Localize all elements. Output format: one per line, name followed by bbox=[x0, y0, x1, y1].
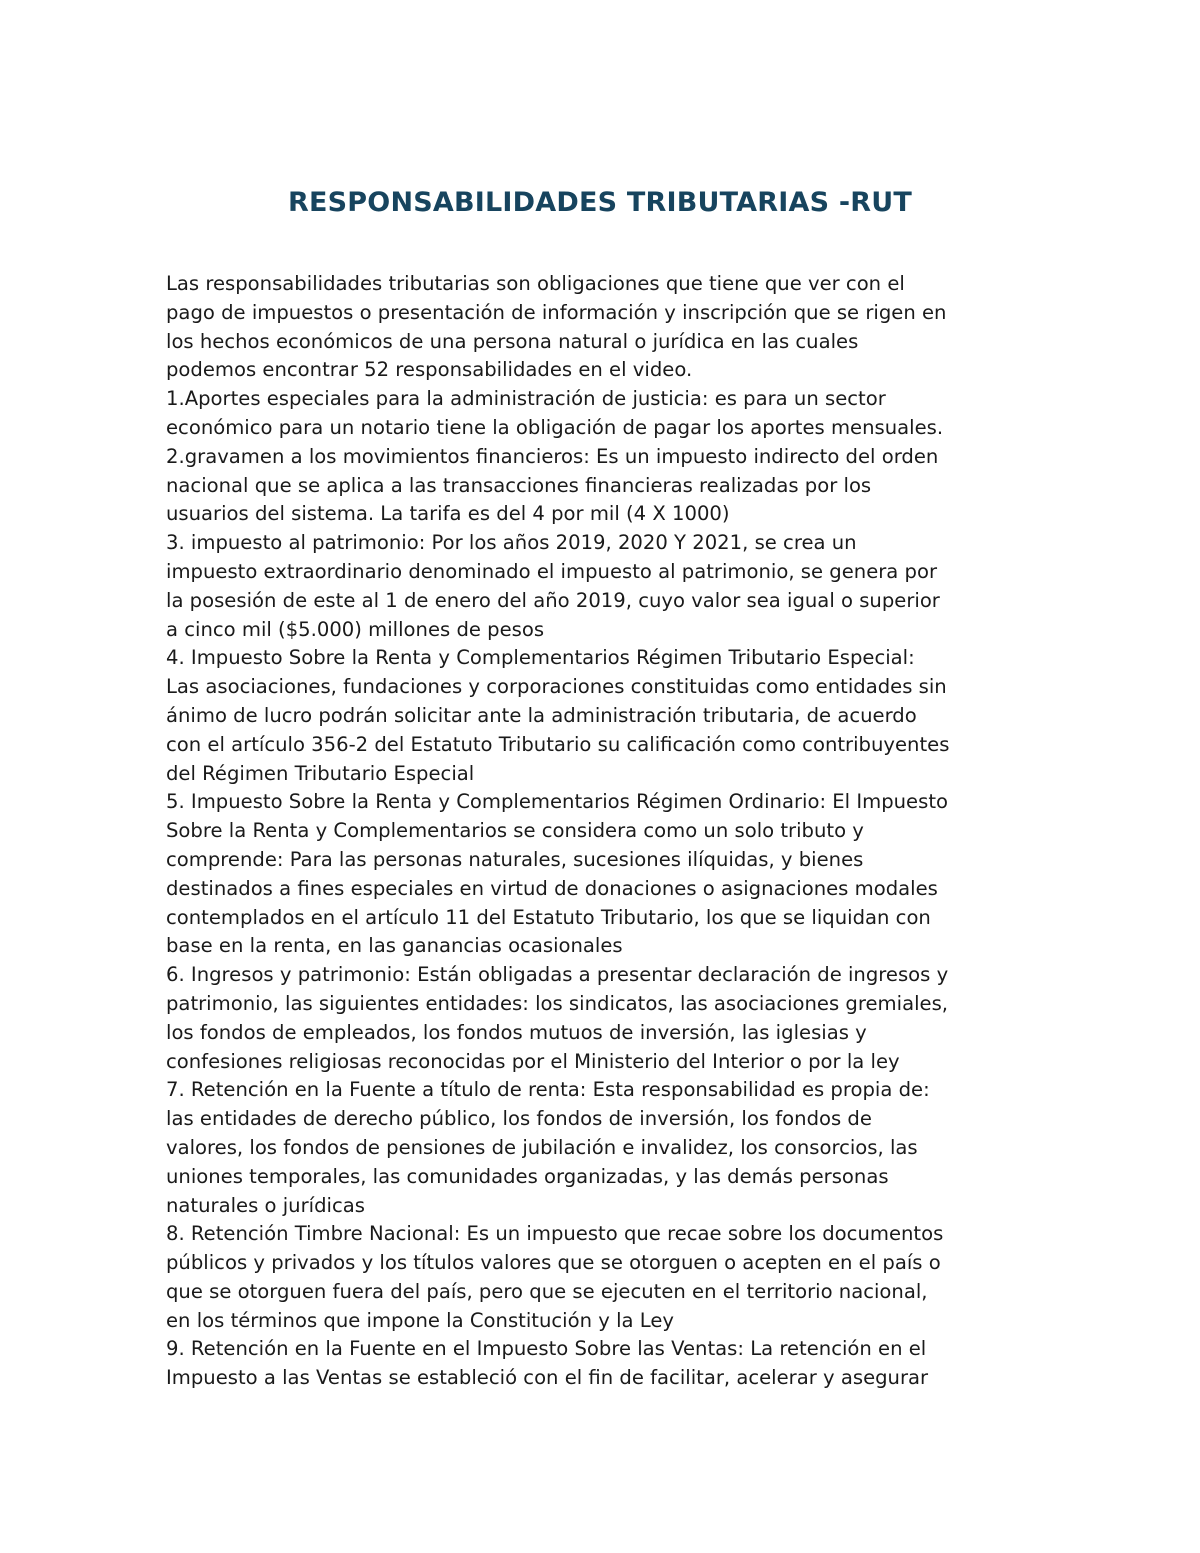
body-text-line: a cinco mil ($5.000) millones de pesos bbox=[166, 617, 545, 641]
body-text-line: 2.gravamen a los movimientos financieros: Es un impuesto indirecto del orden bbox=[166, 444, 939, 468]
body-text-line: 9. Retención en la Fuente en el Impuesto Sobre las Ventas: La retención en el bbox=[166, 1337, 927, 1361]
body-text-line: con el artículo 356-2 del Estatuto Tributario su calificación como contribuyentes bbox=[166, 732, 950, 756]
body-text-line: 5. Impuesto Sobre la Renta y Complementarios Régimen Ordinario: El Impuesto bbox=[166, 790, 948, 814]
body-text-line: los hechos económicos de una persona natural o jurídica en las cuales bbox=[166, 329, 859, 353]
body-text-line: usuarios del sistema. La tarifa es del 4 por mil (4 X 1000) bbox=[166, 502, 730, 526]
body-text-line: naturales o jurídicas bbox=[166, 1193, 365, 1217]
document-title: RESPONSABILIDADES TRIBUTARIAS -RUT bbox=[288, 187, 912, 218]
body-text-line: podemos encontrar 52 responsabilidades en el video. bbox=[166, 358, 693, 382]
body-text-line: las entidades de derecho público, los fondos de inversión, los fondos de bbox=[166, 1107, 872, 1131]
body-text-line: confesiones religiosas reconocidas por el Ministerio del Interior o por la ley bbox=[166, 1049, 900, 1073]
body-text-line: económico para un notario tiene la obligación de pagar los aportes mensuales. bbox=[166, 415, 944, 439]
body-text-line: contemplados en el artículo 11 del Estatuto Tributario, los que se liquidan con bbox=[166, 905, 931, 929]
body-text-line: la posesión de este al 1 de enero del año 2019, cuyo valor sea igual o superior bbox=[166, 588, 940, 612]
body-text-line: 1.Aportes especiales para la administración de justicia: es para un sector bbox=[166, 387, 886, 411]
body-text-line: ánimo de lucro podrán solicitar ante la administración tributaria, de acuerdo bbox=[166, 703, 917, 727]
body-text-line: 7. Retención en la Fuente a título de renta: Esta responsabilidad es propia de: bbox=[166, 1078, 930, 1102]
body-text-line: Las responsabilidades tributarias son obligaciones que tiene que ver con el bbox=[166, 272, 905, 295]
document-body bbox=[166, 270, 1046, 1393]
body-text-line: 6. Ingresos y patrimonio: Están obligadas a presentar declaración de ingresos y bbox=[166, 963, 949, 987]
body-text-line: base en la renta, en las ganancias ocasionales bbox=[166, 934, 623, 958]
body-text-line: patrimonio, las siguientes entidades: los sindicatos, las asociaciones gremiales, bbox=[166, 991, 949, 1015]
body-text-line: 8. Retención Timbre Nacional: Es un impuesto que recae sobre los documentos bbox=[166, 1222, 944, 1246]
body-text-line: Impuesto a las Ventas se estableció con el fin de facilitar, acelerar y asegurar bbox=[166, 1366, 929, 1390]
body-text-line: pago de impuestos o presentación de información y inscripción que se rigen en bbox=[166, 300, 947, 324]
body-text-line: Las asociaciones, fundaciones y corporaciones constituidas como entidades sin bbox=[166, 675, 947, 699]
body-text-line: uniones temporales, las comunidades organizadas, y las demás personas bbox=[166, 1164, 889, 1188]
body-text-line: Sobre la Renta y Complementarios se considera como un solo tributo y bbox=[166, 819, 864, 843]
body-text-line: valores, los fondos de pensiones de jubilación e invalidez, los consorcios, las bbox=[166, 1135, 918, 1159]
body-text-line: del Régimen Tributario Especial bbox=[166, 761, 475, 785]
body-text-line: en los términos que impone la Constitución y la Ley bbox=[166, 1308, 674, 1332]
body-text-line: los fondos de empleados, los fondos mutuos de inversión, las iglesias y bbox=[166, 1020, 867, 1044]
body-text-line: destinados a fines especiales en virtud de donaciones o asignaciones modales bbox=[166, 876, 938, 900]
body-text-line: comprende: Para las personas naturales, sucesiones ilíquidas, y bienes bbox=[166, 847, 864, 871]
body-text-line: 3. impuesto al patrimonio: Por los años 2019, 2020 Y 2021, se crea un bbox=[166, 531, 857, 555]
body-text-line: nacional que se aplica a las transacciones financieras realizadas por los bbox=[166, 473, 872, 497]
body-text-line: 4. Impuesto Sobre la Renta y Complementarios Régimen Tributario Especial: bbox=[166, 646, 915, 670]
body-text-line: públicos y privados y los títulos valores que se otorguen o acepten en el país o bbox=[166, 1251, 941, 1275]
body-text-line: que se otorguen fuera del país, pero que se ejecuten en el territorio nacional, bbox=[166, 1279, 928, 1303]
body-text-line: impuesto extraordinario denominado el impuesto al patrimonio, se genera por bbox=[166, 559, 938, 583]
